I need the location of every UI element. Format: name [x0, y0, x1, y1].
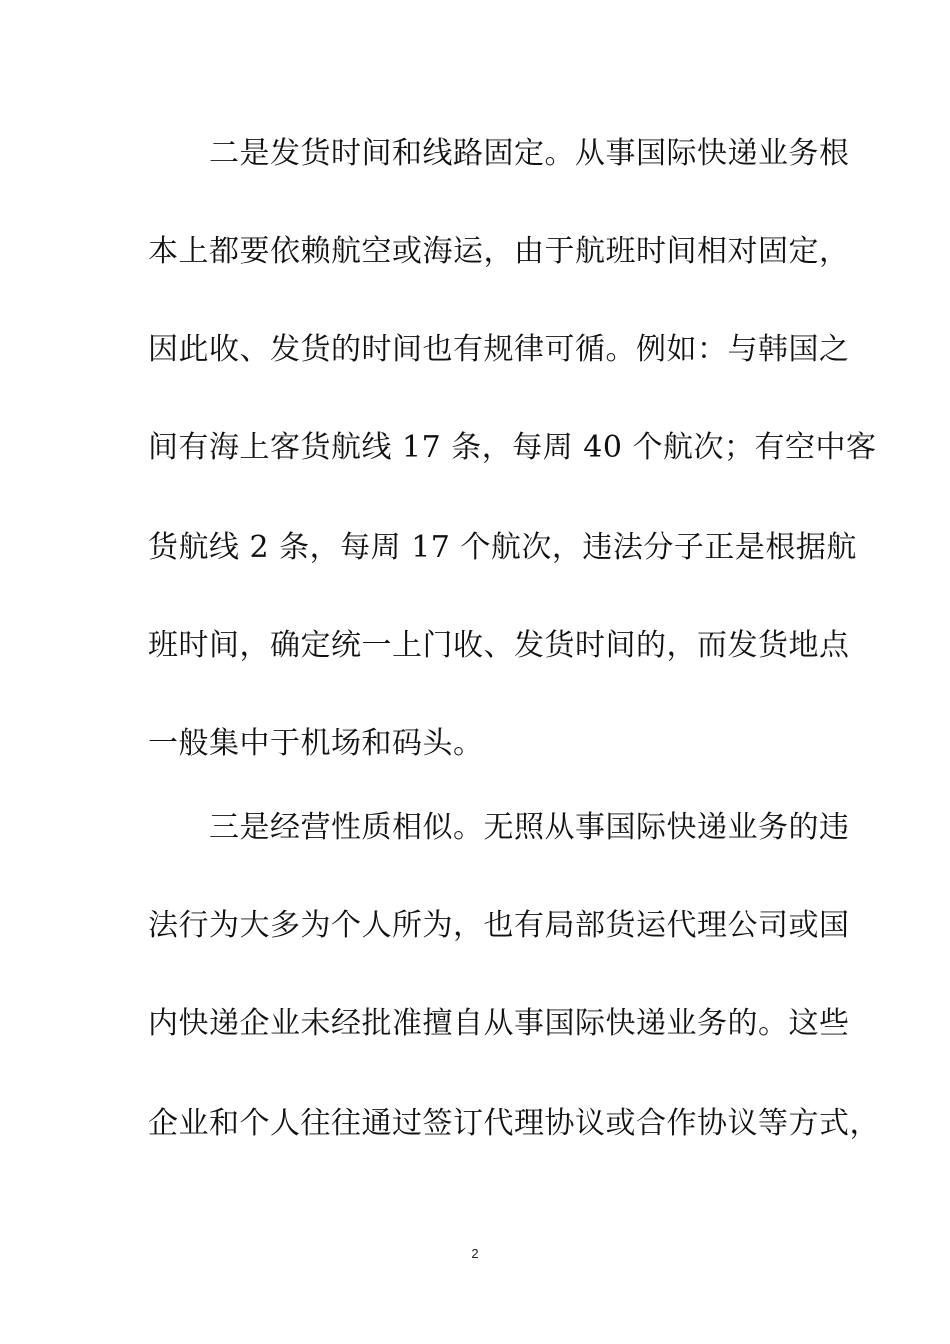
paragraph-line: 法行为大多为个人所为，也有局部货运代理公司或国: [148, 908, 850, 943]
paragraph-line: 三是经营性质相似。无照从事国际快递业务的违: [148, 810, 850, 845]
page-number: 2: [471, 1246, 479, 1261]
paragraph-line: 一般集中于机场和码头。: [148, 726, 484, 761]
paragraph-line: 二是发货时间和线路固定。从事国际快递业务根: [148, 136, 850, 171]
paragraph-line: 因此收、发货的时间也有规律可循。例如：与韩国之: [148, 332, 850, 367]
paragraph-line: 企业和个人往往通过签订代理协议或合作协议等方式，: [148, 1106, 880, 1141]
paragraph-line: 间有海上客货航线 17 条，每周 40 个航次；有空中客: [148, 430, 877, 465]
paragraph-line: 班时间，确定统一上门收、发货时间的，而发货地点: [148, 628, 850, 663]
paragraph-line: 本上都要依赖航空或海运，由于航班时间相对固定，: [148, 234, 850, 269]
paragraph-line: 货航线 2 条，每周 17 个航次，违法分子正是根据航: [148, 530, 857, 565]
paragraph-line: 内快递企业未经批准擅自从事国际快递业务的。这些: [148, 1006, 850, 1041]
